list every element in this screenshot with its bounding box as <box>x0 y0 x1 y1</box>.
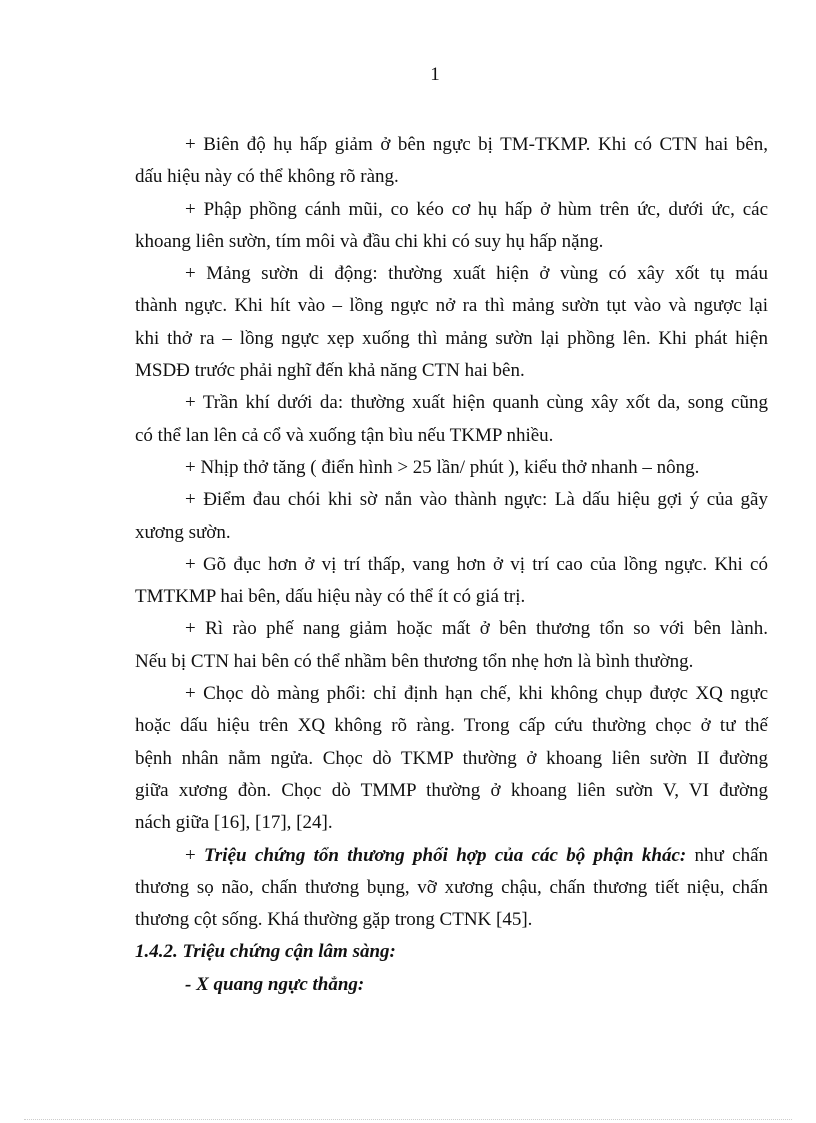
text-line: Nếu bị CTN hai bên có thể nhầm bên thương tổn nhẹ hơn là bình thường. <box>135 650 694 672</box>
page-number: 1 <box>430 64 440 85</box>
bold-italic-term: Triệu chứng tổn thương phối hợp của các bộ phận khác: <box>204 844 687 866</box>
text-line: + Mảng sườn di động: thường xuất hiện ở vùng có xây xốt tụ máu <box>185 263 768 285</box>
text-line: + Biên độ hụ hấp giảm ở bên ngực bị TM-TKMP. Khi có CTN hai bên, <box>185 134 768 155</box>
text-line: + Điểm đau chói khi sờ nắn vào thành ngực: Là dấu hiệu gợi ý của gãy <box>185 489 768 511</box>
page-bottom-divider <box>24 1119 792 1120</box>
text-line: thành ngực. Khi hít vào – lồng ngực nở ra thì mảng sườn tụt vào và ngược lại <box>135 295 768 317</box>
text-line: + Trần khí dưới da: thường xuất hiện quanh cùng xây xốt da, song cũng <box>185 392 768 414</box>
text-line: + Nhịp thở tăng ( điển hình > 25 lần/ phút ), kiểu thở nhanh – nông. <box>185 456 700 478</box>
text-line: xương sườn. <box>135 521 231 543</box>
text-line: bệnh nhân nằm ngửa. Chọc dò TKMP thường ở khoang liên sườn II đường <box>135 747 768 769</box>
text-line: nách giữa [16], [17], [24]. <box>135 812 333 834</box>
document-body <box>135 129 768 1001</box>
text-line: giữa xương đòn. Chọc dò TMMP thường ở khoang liên sườn V, VI đường <box>135 779 768 801</box>
text-line: hoặc dấu hiệu trên XQ không rõ ràng. Trong cấp cứu thường chọc ở tư thế <box>135 715 768 737</box>
text-line: thương cột sống. Khá thường gặp trong CTNK [45]. <box>135 909 533 931</box>
line-rest: như chấn <box>686 844 769 866</box>
text-line: có thể lan lên cả cổ và xuống tận bìu nếu TKMP nhiều. <box>135 424 554 446</box>
section-heading: 1.4.2. Triệu chứng cận lâm sàng: <box>135 941 396 963</box>
line-prefix: + <box>185 844 205 866</box>
text-line: khoang liên sườn, tím môi và đầu chi khi có suy hụ hấp nặng. <box>135 230 604 252</box>
text-line-mixed <box>135 840 768 872</box>
text-line: + Phập phồng cánh mũi, co kéo cơ hụ hấp ở hùm trên ức, dưới ức, các <box>185 198 768 220</box>
text-line: MSDĐ trước phải nghĩ đến khả năng CTN hai bên. <box>135 360 525 382</box>
text-line: dấu hiệu này có thể không rõ ràng. <box>135 166 399 188</box>
text-line: khi thở ra – lồng ngực xẹp xuống thì mảng sườn lại phồng lên. Khi phát hiện <box>135 327 768 349</box>
text-line: + Chọc dò màng phổi: chỉ định hạn chế, khi không chụp được XQ ngực <box>185 683 768 705</box>
text-line: + Rì rào phế nang giảm hoặc mất ở bên thương tổn so với bên lành. <box>185 618 768 640</box>
text-line: + Gõ đục hơn ở vị trí thấp, vang hơn ở vị trí cao của lồng ngực. Khi có <box>185 553 768 575</box>
text-line: TMTKMP hai bên, dấu hiệu này có thể ít có giá trị. <box>135 586 526 608</box>
text-line: thương sọ não, chấn thương bụng, vỡ xương chậu, chấn thương tiết niệu, chấn <box>135 876 768 898</box>
subsection-heading: - X quang ngực thẳng: <box>185 973 365 995</box>
